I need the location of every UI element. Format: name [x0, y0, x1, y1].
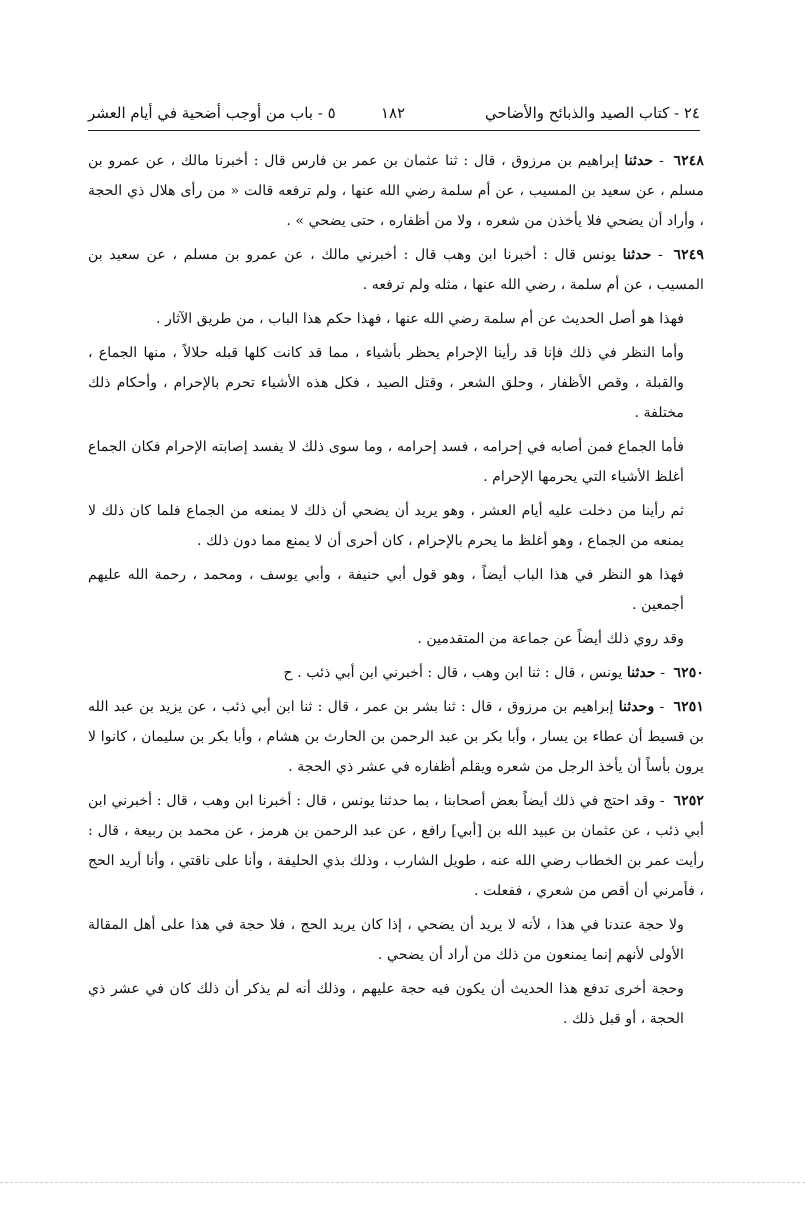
book-title: ٢٤ - كتاب الصيد والذبائح والأضاحي [484, 104, 700, 122]
commentary-paragraph: وحجة أخرى تدفع هذا الحديث أن يكون فيه حجة عليهم ، وذلك أنه لم يذكر أن ذلك كان في عشر ذي الحجة ، أو قبل ذلك . [88, 981, 684, 1027]
hadith-6248: ٦٢٤٨ - حدثنا إبراهيم بن مرزوق ، قال : ثنا عثمان بن عمر بن فارس قال : أخبرنا مالك ، عن عمرو بن مسلم ، عن سعيد بن المسيب ، عن أم سلمة رضي الله عنها ، ولم ترفعه قالت « من رأى هلال ذي الحجة ، وأراد أن يضحي فلا يأخذن من شعره ، ولا من أظفاره ، حتى يضحي » . [88, 153, 704, 229]
commentary-paragraph: وقد روي ذلك أيضاً عن جماعة من المتقدمين . [417, 631, 684, 647]
page-number: ١٨٢ [380, 104, 406, 122]
hadith-6251: ٦٢٥١ - وحدثنا إبراهيم بن مرزوق ، قال : ثنا بشر بن عمر ، قال : ثنا ابن أبي ذئب ، عن يزيد بن عبد الله بن قسيط أن عطاء بن يسار ، وأبا بكر بن عبد الرحمن بن الحارث بن هشام ، وأبا بكر بن سليمان ، كانوا لا يرون بأساً أن يأخذ الرجل من شعره ويقلم أظفاره في عشر ذي الحجة . [88, 699, 704, 775]
commentary-paragraph: فهذا هو أصل الحديث عن أم سلمة رضي الله عنها ، فهذا حكم هذا الباب ، من طريق الآثار . [156, 311, 684, 327]
commentary-paragraph: ولا حجة عندنا في هذا ، لأنه لا يريد أن يضحي ، إذا كان يريد الحج ، فلا حجة في هذا على أهل المقالة الأولى لأنهم إنما يمنعون من ذلك من أراد أن يضحي . [88, 917, 684, 963]
document-body [88, 146, 704, 1038]
hadith-6249: ٦٢٤٩ - حدثنا يونس قال : أخبرنا ابن وهب قال : أخبرني مالك ، عن عمرو بن مسلم ، عن سعيد بن المسيب ، عن أم سلمة ، رضي الله عنها ، مثله ولم ترفعه . [88, 247, 704, 293]
page-header [88, 98, 700, 128]
hadith-6250: ٦٢٥٠ - حدثنا يونس ، قال : ثنا ابن وهب ، قال : أخبرني ابن أبي ذئب . ح [283, 665, 704, 681]
hadith-6252: ٦٢٥٢ - وقد احتج في ذلك أيضاً بعض أصحابنا ، بما حدثنا يونس ، قال : أخبرنا ابن وهب ، قال : أخبرني ابن أبي ذئب ، عن عثمان بن عبيد الله بن [أبي] رافع ، عن عبد الرحمن بن هرمز ، عن محمد بن ربيعة ، قال : رأيت عمر بن الخطاب رضي الله عنه ، طويل الشارب ، وذلك بذي الحليفة ، وأنا على ناقتي ، وأنا أريد الحج ، فأمرني أن أقص من شعري ، ففعلت . [88, 793, 704, 899]
commentary-paragraph: فأما الجماع فمن أصابه في إحرامه ، فسد إحرامه ، وما سوى ذلك لا يفسد إصابته الإحرام فكان الجماع أغلظ الأشياء التي يحرمها الإحرام . [88, 439, 684, 485]
commentary-paragraph: ثم رأينا من دخلت عليه أيام العشر ، وهو يريد أن يضحي أن ذلك لا يمنعه من الجماع فلما كان ذلك لا يمنعه من الجماع ، وهو أغلظ ما يحرم بالإحرام ، كان أحرى أن لا يمنع مما دون ذلك . [88, 503, 684, 549]
page-bottom-edge [0, 1182, 805, 1183]
chapter-title: ٥ - باب من أوجب أضحية في أيام العشر [88, 104, 336, 122]
header-divider [88, 130, 700, 131]
commentary-paragraph: فهذا هو النظر في هذا الباب أيضاً ، وهو قول أبي حنيفة ، وأبي يوسف ، ومحمد ، رحمة الله عليهم أجمعين . [88, 567, 684, 613]
commentary-paragraph: وأما النظر في ذلك فإنا قد رأينا الإحرام يحظر بأشياء ، مما قد كانت كلها قبله حلالاً ، منها الجماع ، والقبلة ، وقص الأظفار ، وحلق الشعر ، وقتل الصيد ، فكل هذه الأشياء تحرم بالإحرام ، وأحكام ذلك مختلفة . [88, 345, 684, 421]
